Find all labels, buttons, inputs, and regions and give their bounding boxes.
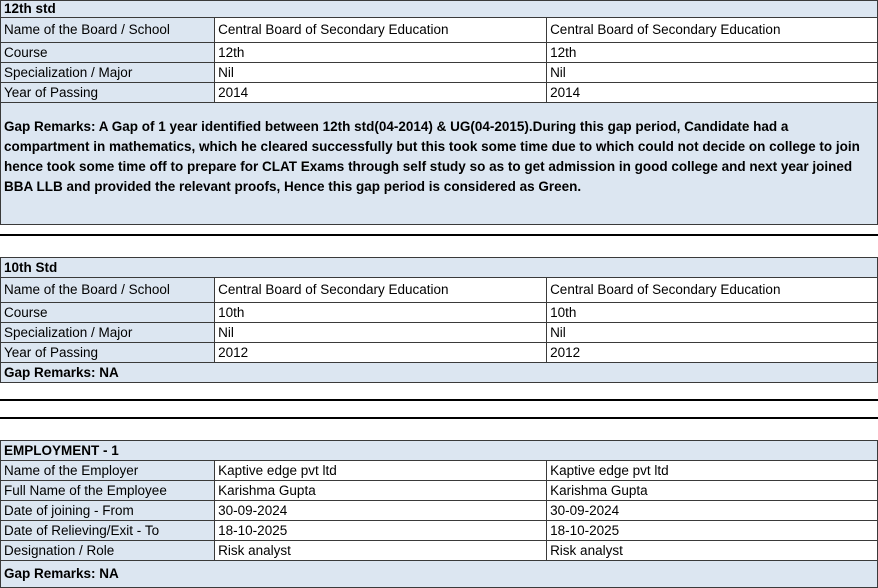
row-label: Designation / Role bbox=[1, 541, 215, 561]
row-label: Name of the Employer bbox=[1, 461, 215, 481]
row-label: Specialization / Major bbox=[1, 63, 215, 83]
table-row bbox=[1, 83, 878, 103]
row-label: Specialization / Major bbox=[1, 323, 215, 343]
table-row bbox=[1, 461, 878, 481]
gap-remarks: Gap Remarks: NA bbox=[1, 561, 878, 588]
table-row bbox=[1, 278, 878, 303]
claimed-value: 12th bbox=[215, 43, 547, 63]
row-label: Name of the Board / School bbox=[1, 18, 215, 43]
claimed-value: Nil bbox=[215, 323, 547, 343]
verified-value: Nil bbox=[547, 323, 878, 343]
verified-value: 2014 bbox=[547, 83, 878, 103]
table-row bbox=[1, 521, 878, 541]
row-label: Name of the Board / School bbox=[1, 278, 215, 303]
claimed-value: Risk analyst bbox=[215, 541, 547, 561]
section-divider bbox=[0, 399, 878, 401]
verified-value: 12th bbox=[547, 43, 878, 63]
verified-value: 10th bbox=[547, 303, 878, 323]
table-row bbox=[1, 43, 878, 63]
claimed-value: Central Board of Secondary Education bbox=[215, 18, 547, 43]
row-label: Year of Passing bbox=[1, 83, 215, 103]
claimed-value: 10th bbox=[215, 303, 547, 323]
claimed-value: 30-09-2024 bbox=[215, 501, 547, 521]
verified-value: Central Board of Secondary Education bbox=[547, 18, 878, 43]
verified-value: Karishma Gupta bbox=[547, 481, 878, 501]
claimed-value: Karishma Gupta bbox=[215, 481, 547, 501]
table-row bbox=[1, 303, 878, 323]
education-12th-table bbox=[0, 0, 878, 225]
claimed-value: Nil bbox=[215, 63, 547, 83]
verified-value: Central Board of Secondary Education bbox=[547, 278, 878, 303]
row-label: Course bbox=[1, 303, 215, 323]
verified-value: Nil bbox=[547, 63, 878, 83]
verified-value: Risk analyst bbox=[547, 541, 878, 561]
gap-remarks: Gap Remarks: NA bbox=[1, 363, 878, 383]
row-label: Year of Passing bbox=[1, 343, 215, 363]
verified-value: 30-09-2024 bbox=[547, 501, 878, 521]
table-row bbox=[1, 541, 878, 561]
table-row bbox=[1, 501, 878, 521]
education-10th-table bbox=[0, 257, 878, 383]
section-divider bbox=[0, 417, 878, 419]
claimed-value: 2014 bbox=[215, 83, 547, 103]
table-row bbox=[1, 63, 878, 83]
table-row bbox=[1, 343, 878, 363]
claimed-value: 2012 bbox=[215, 343, 547, 363]
table-row bbox=[1, 18, 878, 43]
verified-value: Kaptive edge pvt ltd bbox=[547, 461, 878, 481]
row-label: Course bbox=[1, 43, 215, 63]
section-title: 10th Std bbox=[1, 258, 878, 278]
table-row bbox=[1, 481, 878, 501]
claimed-value: Kaptive edge pvt ltd bbox=[215, 461, 547, 481]
claimed-value: 18-10-2025 bbox=[215, 521, 547, 541]
verified-value: 18-10-2025 bbox=[547, 521, 878, 541]
section-title: 12th std bbox=[1, 1, 878, 18]
row-label: Full Name of the Employee bbox=[1, 481, 215, 501]
section-divider bbox=[0, 234, 878, 236]
claimed-value: Central Board of Secondary Education bbox=[215, 278, 547, 303]
employment-1-table bbox=[0, 440, 878, 588]
gap-remarks: Gap Remarks: A Gap of 1 year identified between 12th std(04-2014) & UG(04-2015).During this gap period, Candidate had a compartment in mathematics, which he cleared successfully but this took some time due to which could not decide on college to join hence took some time off to prepare for CLAT Exams through self study so as to get admission in good college and next year joined BBA LLB and provided the relevant proofs, Hence this gap period is considered as Green. bbox=[1, 103, 878, 225]
row-label: Date of joining - From bbox=[1, 501, 215, 521]
row-label: Date of Relieving/Exit - To bbox=[1, 521, 215, 541]
section-title: EMPLOYMENT - 1 bbox=[1, 441, 878, 461]
table-row bbox=[1, 323, 878, 343]
verified-value: 2012 bbox=[547, 343, 878, 363]
